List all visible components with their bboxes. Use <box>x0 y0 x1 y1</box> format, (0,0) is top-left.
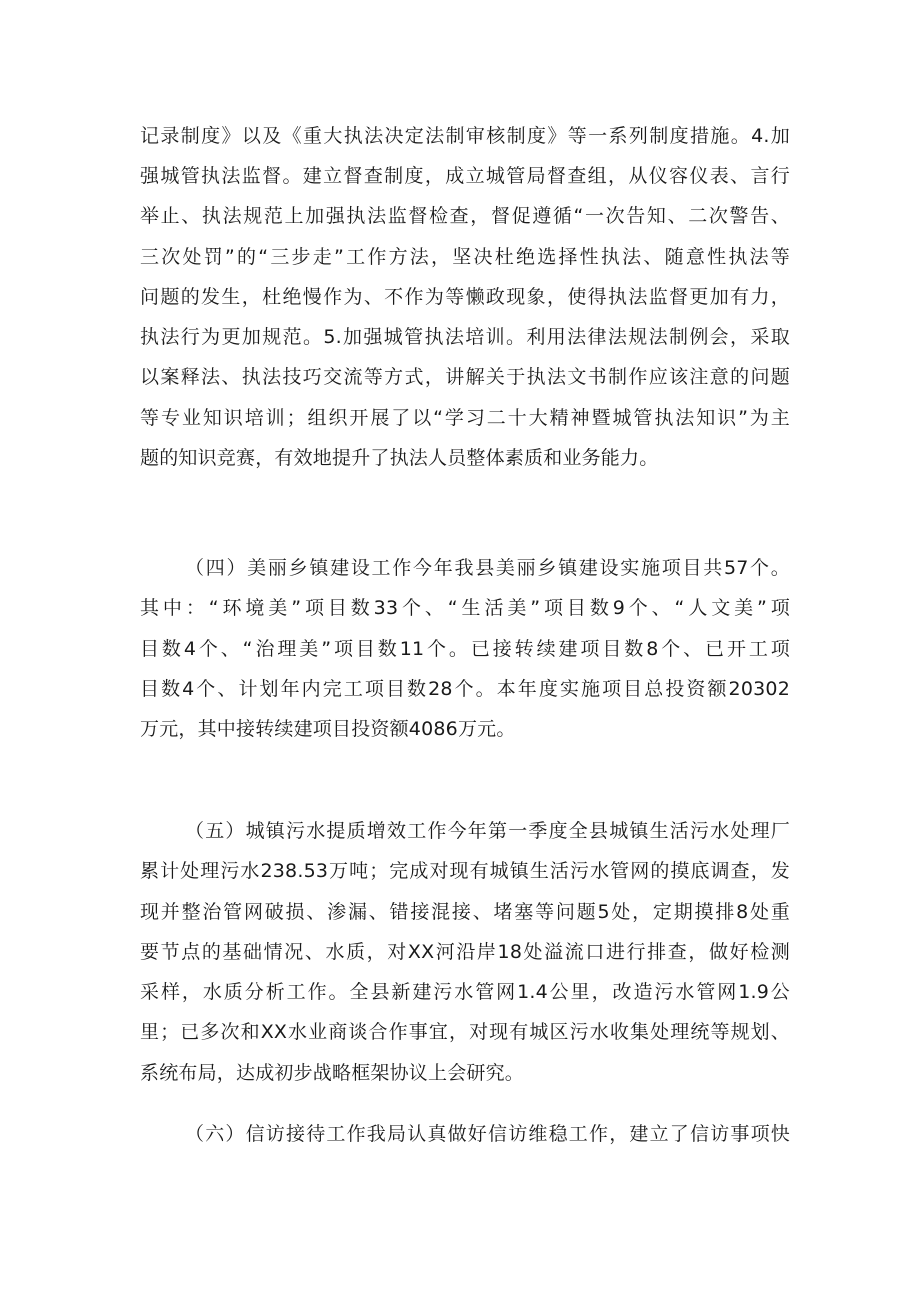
paragraph-line: 三次处罚”的“三步走”工作方法，坚决杜绝选择性执法、随意性执法等 <box>140 246 790 268</box>
paragraph-line: 以案释法、执法技巧交流等方式，讲解关于执法文书制作应该注意的问题 <box>140 366 790 388</box>
paragraph-line: 目数4个、计划年内完工项目数28个。本年度实施项目总投资额20302 <box>140 678 790 700</box>
paragraph-line: 执法行为更加规范。5.加强城管执法培训。利用法律法规法制例会，采取 <box>140 326 790 348</box>
paragraph-line: 采样，水质分析工作。全县新建污水管网1.4公里，改造污水管网1.9公 <box>140 981 790 1003</box>
paragraph-line: 系统布局，达成初步战略框架协议上会研究。 <box>140 1062 525 1084</box>
paragraph-line: 要节点的基础情况、水质，对XX河沿岸18处溢流口进行排查，做好检测 <box>140 941 790 963</box>
paragraph-line: 累计处理污水238.53万吨；完成对现有城镇生活污水管网的摸底调查，发 <box>140 860 790 882</box>
paragraph-line: 举止、执法规范上加强执法监督检查，督促遵循“一次告知、二次警告、 <box>140 205 790 227</box>
paragraph-line: 目数4个、“治理美”项目数11个。已接转续建项目数8个、已开工项 <box>140 638 790 660</box>
paragraph-line: 强城管执法监督。建立督查制度，成立城管局督查组，从仪容仪表、言行 <box>140 165 790 187</box>
section-heading-line: （四）美丽乡镇建设工作今年我县美丽乡镇建设实施项目共57个。 <box>185 557 790 579</box>
paragraph-line: 题的知识竞赛，有效地提升了执法人员整体素质和业务能力。 <box>140 447 659 469</box>
section-heading-line: （六）信访接待工作我局认真做好信访维稳工作，建立了信访事项快 <box>185 1123 790 1145</box>
paragraph-line: 其中：“环境美”项目数33个、“生活美”项目数9个、“人文美”项 <box>140 597 790 619</box>
paragraph-line: 万元，其中接转续建项目投资额4086万元。 <box>140 718 516 740</box>
section-heading-line: （五）城镇污水提质增效工作今年第一季度全县城镇生活污水处理厂 <box>185 820 790 842</box>
paragraph-line: 记录制度》以及《重大执法决定法制审核制度》等一系列制度措施。4.加 <box>140 125 790 147</box>
paragraph-line: 里；已多次和XX水业商谈合作事宜，对现有城区污水收集处理统等规划、 <box>140 1021 790 1043</box>
paragraph-line: 等专业知识培训；组织开展了以“学习二十大精神暨城管执法知识”为主 <box>140 407 790 429</box>
paragraph-line: 问题的发生，杜绝慢作为、不作为等懒政现象，使得执法监督更加有力， <box>140 286 790 308</box>
paragraph-line: 现并整治管网破损、渗漏、错接混接、堵塞等问题5处，定期摸排8处重 <box>140 901 790 923</box>
